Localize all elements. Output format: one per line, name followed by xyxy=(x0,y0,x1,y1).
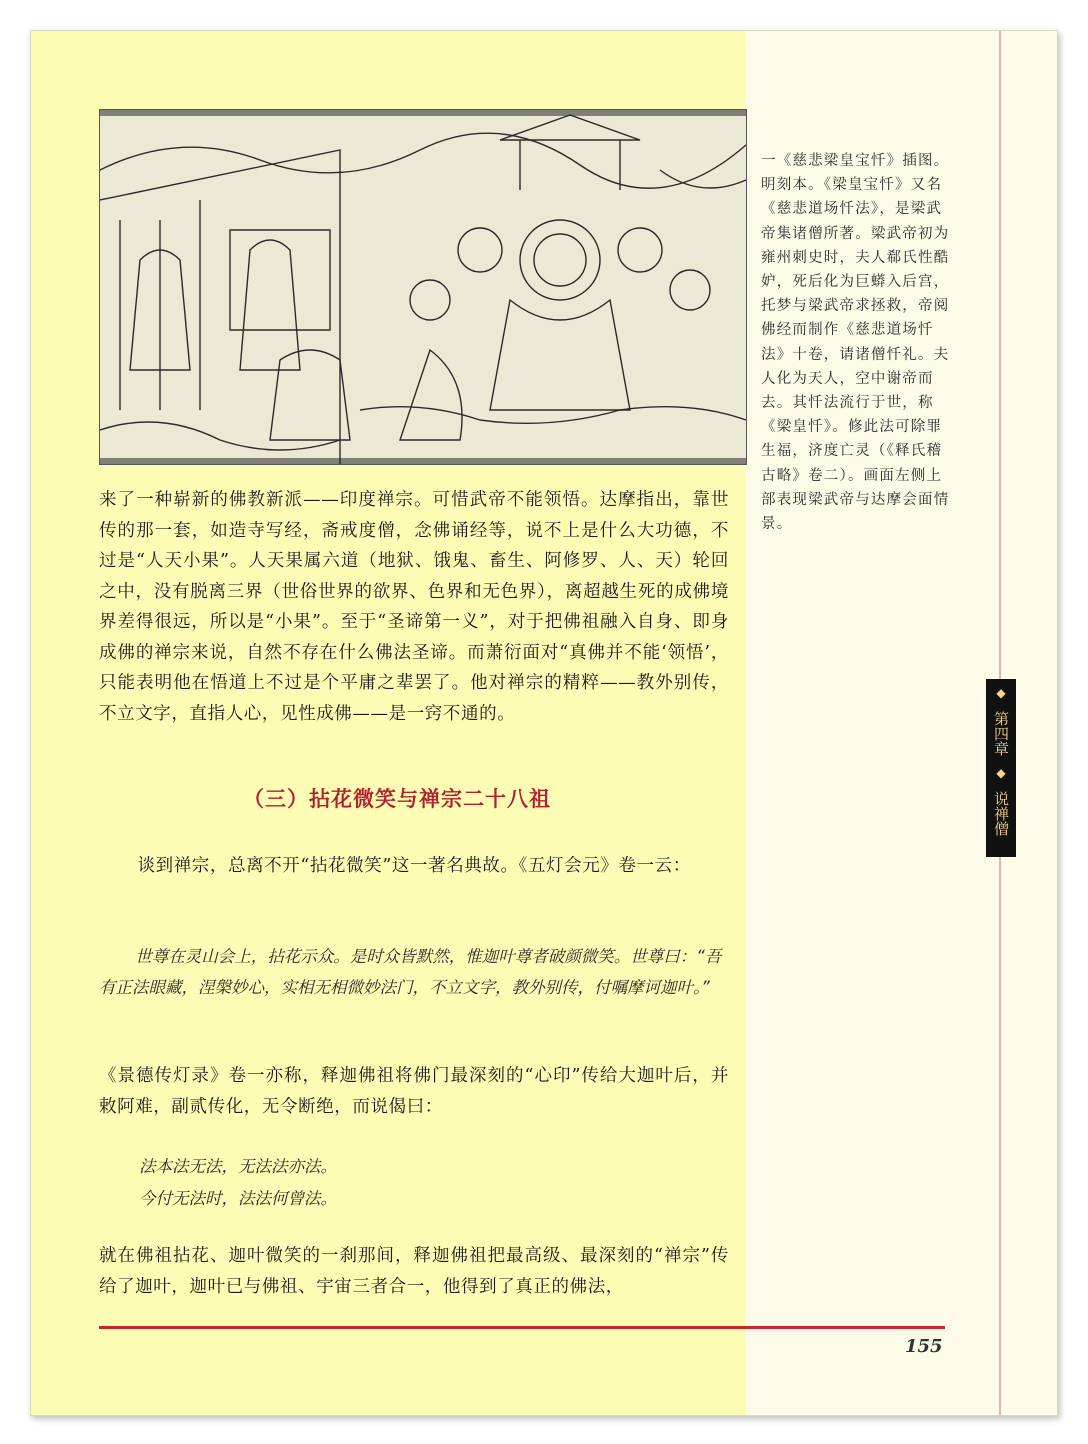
diamond-icon: ◆ xyxy=(996,686,1006,700)
section-heading: （三）拈花微笑与禅宗二十八祖 xyxy=(243,787,551,811)
verse-line-1: 法本法无法，无法法亦法。 xyxy=(139,1157,337,1176)
paragraph-2: 谈到禅宗，总离不开“拈花微笑”这一著名典故。《五灯会元》卷一云： xyxy=(137,856,691,876)
page-number: 155 xyxy=(905,1336,943,1357)
figure-caption: 一《慈悲梁皇宝忏》插图。明刻本。《梁皇宝忏》又名《慈悲道场忏法》，是梁武帝集诸僧所著。梁武帝初为雍州刺史时，夫人郗氏性酷妒，死后化为巨蟒入后宫，托梦与梁武帝求拯救，帝阅佛经而制作《慈悲道场忏法》十卷，请诸僧忏礼。夫人化为天人，空中谢帝而去。其忏法流行于世，称《梁皇忏》。修此法可除罪生福，济度亡灵（《释氏稽古略》卷二）。画面左侧上部表现梁武帝与达摩会面情景。 xyxy=(761,153,950,533)
book-page xyxy=(30,30,1058,1416)
verse-line-2: 今付无法时，法法何曾法。 xyxy=(139,1189,337,1208)
diamond-icon: ◆ xyxy=(996,766,1006,780)
woodcut-illustration xyxy=(99,109,747,465)
chapter-number-label: 第四章 xyxy=(992,710,1010,756)
chapter-tab xyxy=(986,679,1016,857)
footer-rule xyxy=(99,1326,945,1329)
paragraph-3: 《景德传灯录》卷一亦称，释迦佛祖将佛门最深刻的“心印”传给大迦叶后，并敕阿难，副贰传化，无令断绝，而说偈曰： xyxy=(99,1066,729,1117)
paragraph-4: 就在佛祖拈花、迦叶微笑的一刹那间，释迦佛祖把最高级、最深刻的“禅宗”传给了迦叶，迦叶已与佛祖、宇宙三者合一，他得到了真正的佛法， xyxy=(99,1246,729,1297)
chapter-title-label: 说禅僧 xyxy=(992,790,1010,836)
paragraph-1: 来了一种崭新的佛教新派——印度禅宗。可惜武帝不能领悟。达摩指出，靠世传的那一套，如造寺写经，斋戒度僧，念佛诵经等，说不上是什么大功德，不过是“人天小果”。人天果属六道（地狱、饿鬼、畜生、阿修罗、人、天）轮回之中，没有脱离三界（世俗世界的欲界、色界和无色界），离超越生死的成佛境界差得很远，所以是“小果”。至于“圣谛第一义”，对于把佛祖融入自身、即身成佛的禅宗来说，自然不存在什么佛法圣谛。而萧衍面对“真佛并不能‘领悟’，只能表明他在悟道上不过是个平庸之辈罢了。他对禅宗的精粹——教外别传，不立文字，直指人心，见性成佛——是一窍不通的。 xyxy=(99,490,729,724)
quote-wudeng: 世尊在灵山会上，拈花示众。是时众皆默然，惟迦叶尊者破颜微笑。世尊曰：“吾有正法眼藏，涅槃妙心，实相无相微妙法门，不立文字，教外别传，付嘱摩诃迦叶。” xyxy=(99,947,722,997)
